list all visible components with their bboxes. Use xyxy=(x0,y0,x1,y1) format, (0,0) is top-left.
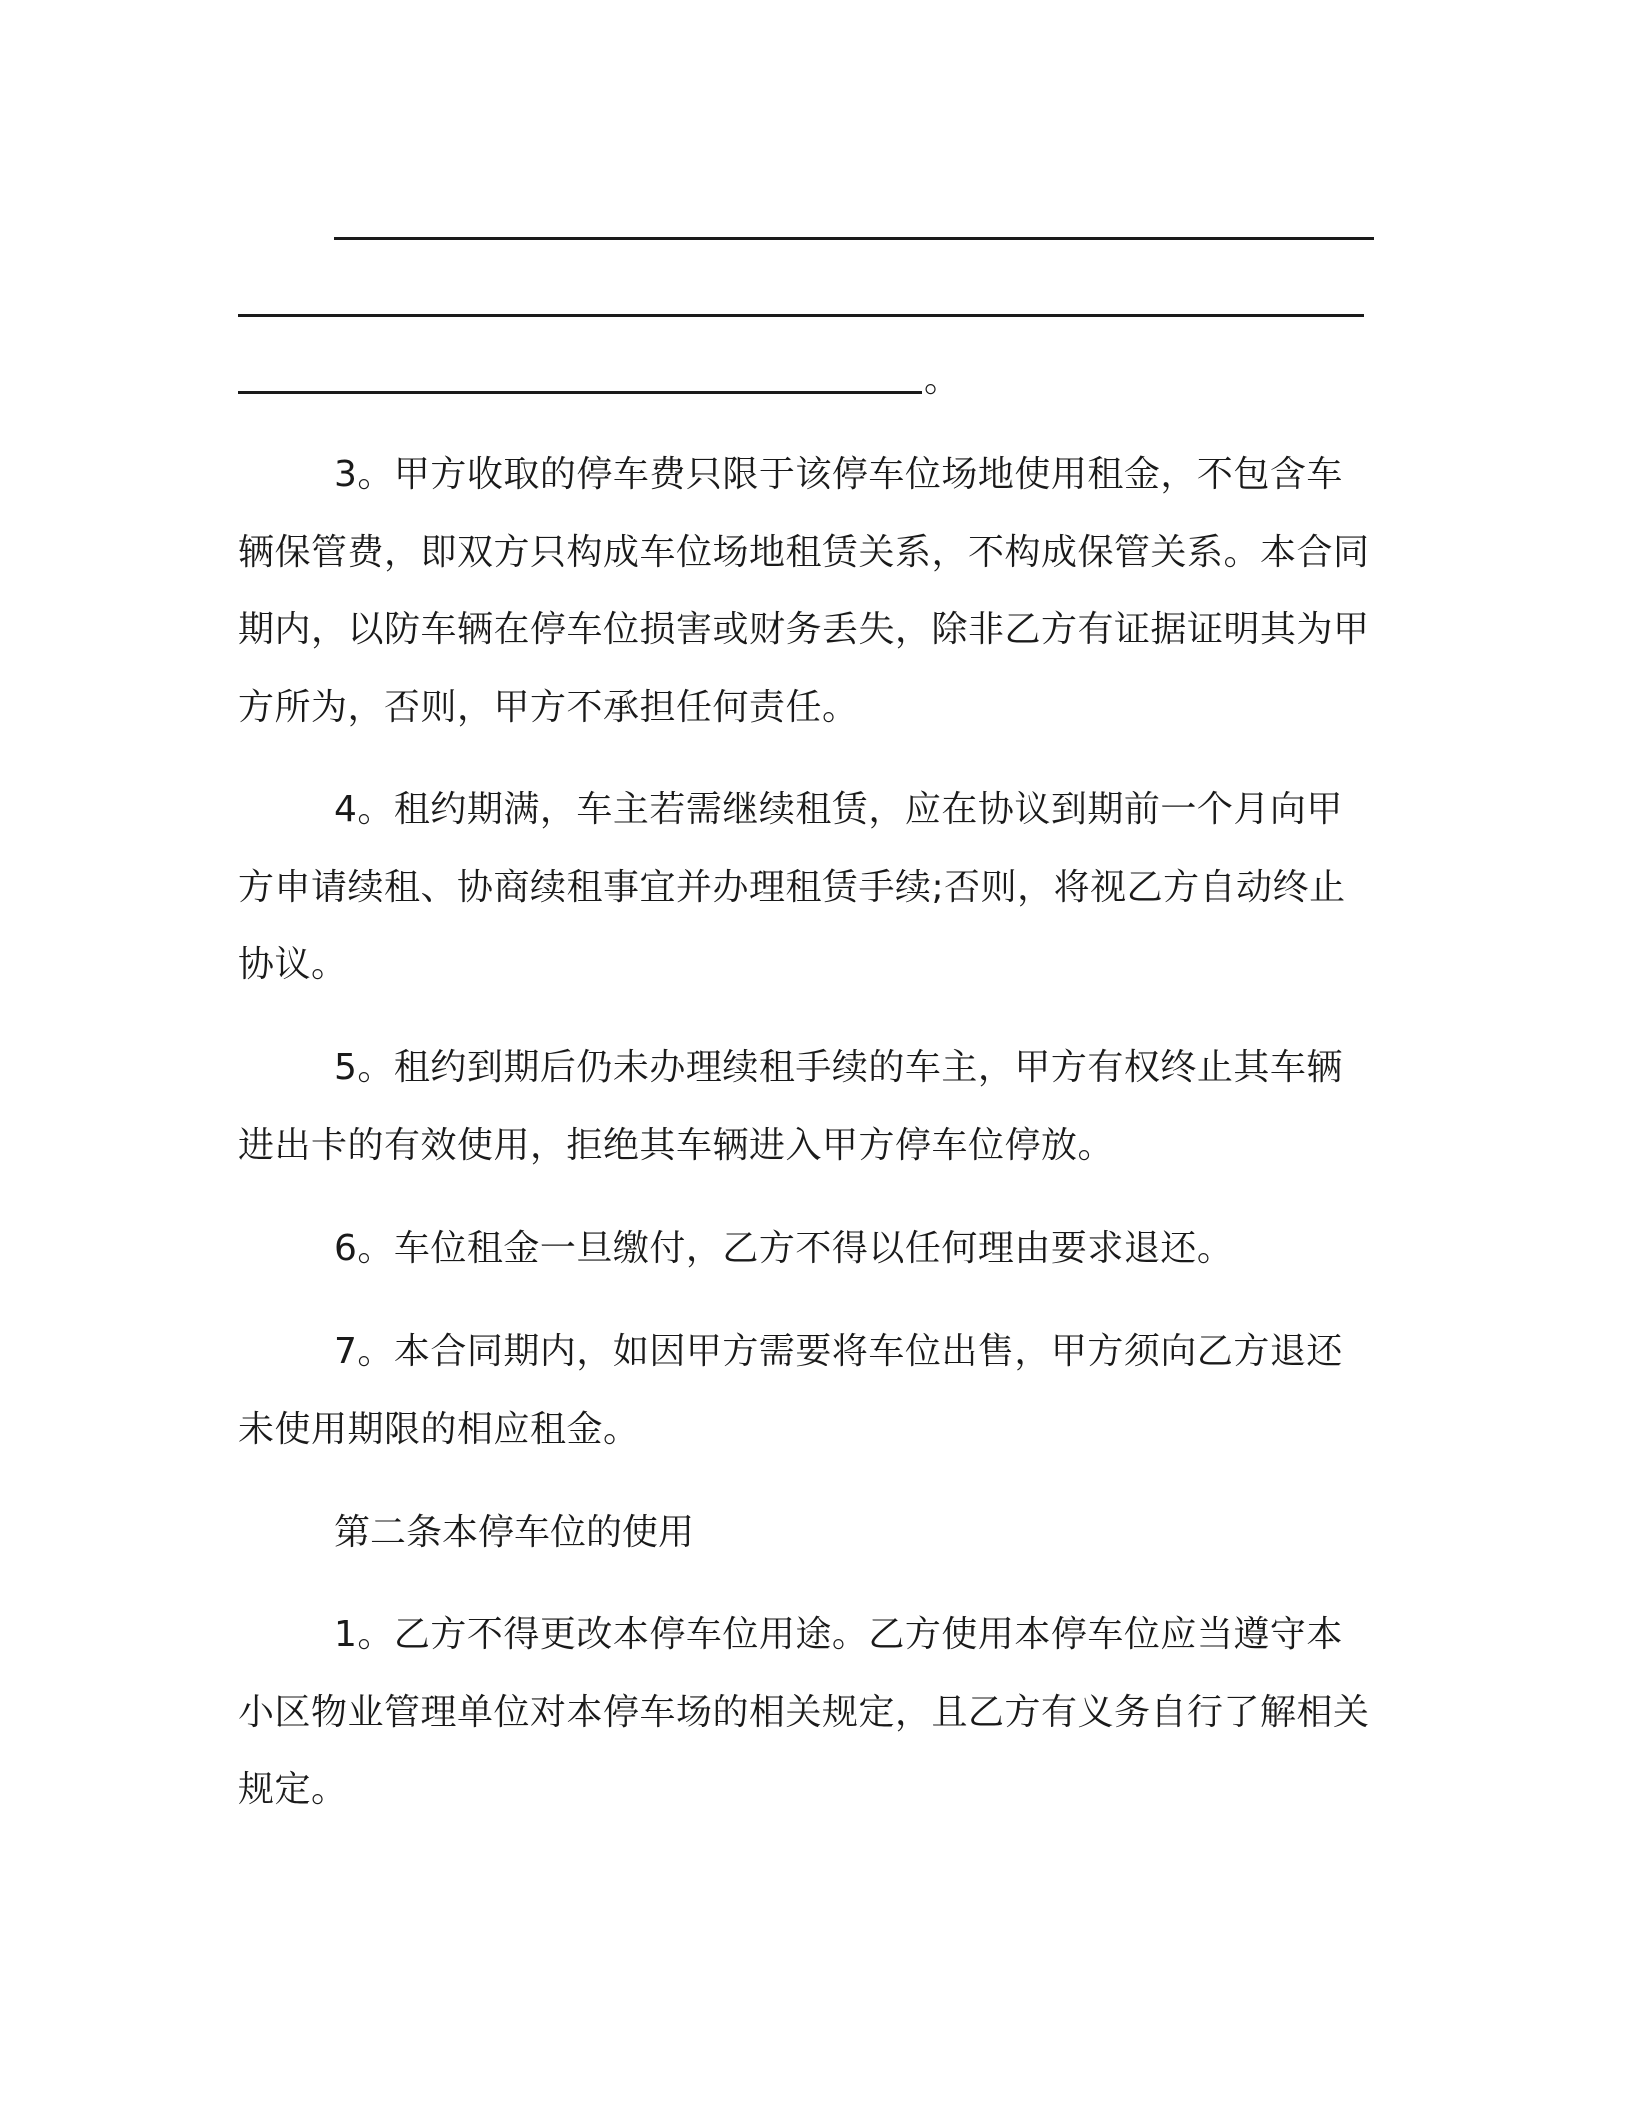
blank-line-terminator: 。 xyxy=(924,359,961,400)
clause-5: 5。租约到期后仍未办理续租手续的车主，甲方有权终止其车辆进出卡的有效使用，拒绝其车辆进入甲方停车位停放。 xyxy=(238,1047,1343,1166)
clause-4: 4。租约期满，车主若需继续租赁，应在协议到期前一个月向甲方申请续租、协商续租事宜并办理租赁手续;否则，将视乙方自动终止协议。 xyxy=(238,789,1346,985)
blank-line-1 xyxy=(334,237,1374,240)
clause-6: 6。车位租金一旦缴付，乙方不得以任何理由要求退还。 xyxy=(334,1228,1234,1269)
clause-7: 7。本合同期内，如因甲方需要将车位出售，甲方须向乙方退还未使用期限的相应租金。 xyxy=(238,1331,1343,1450)
section-heading: 第二条本停车位的使用 xyxy=(334,1512,695,1553)
section-clause-1: 1。乙方不得更改本停车位用途。乙方使用本停车位应当遵守本小区物业管理单位对本停车场的相关规定，且乙方有义务自行了解相关规定。 xyxy=(238,1614,1370,1810)
blank-line-3 xyxy=(238,391,922,394)
clause-3: 3。甲方收取的停车费只限于该停车位场地使用租金，不包含车辆保管费，即双方只构成车位场地租赁关系，不构成保管关系。本合同期内，以防车辆在停车位损害或财务丢失，除非乙方有证据证明其为甲方所为，否则，甲方不承担任何责任。 xyxy=(238,454,1370,728)
blank-line-2 xyxy=(238,314,1364,317)
